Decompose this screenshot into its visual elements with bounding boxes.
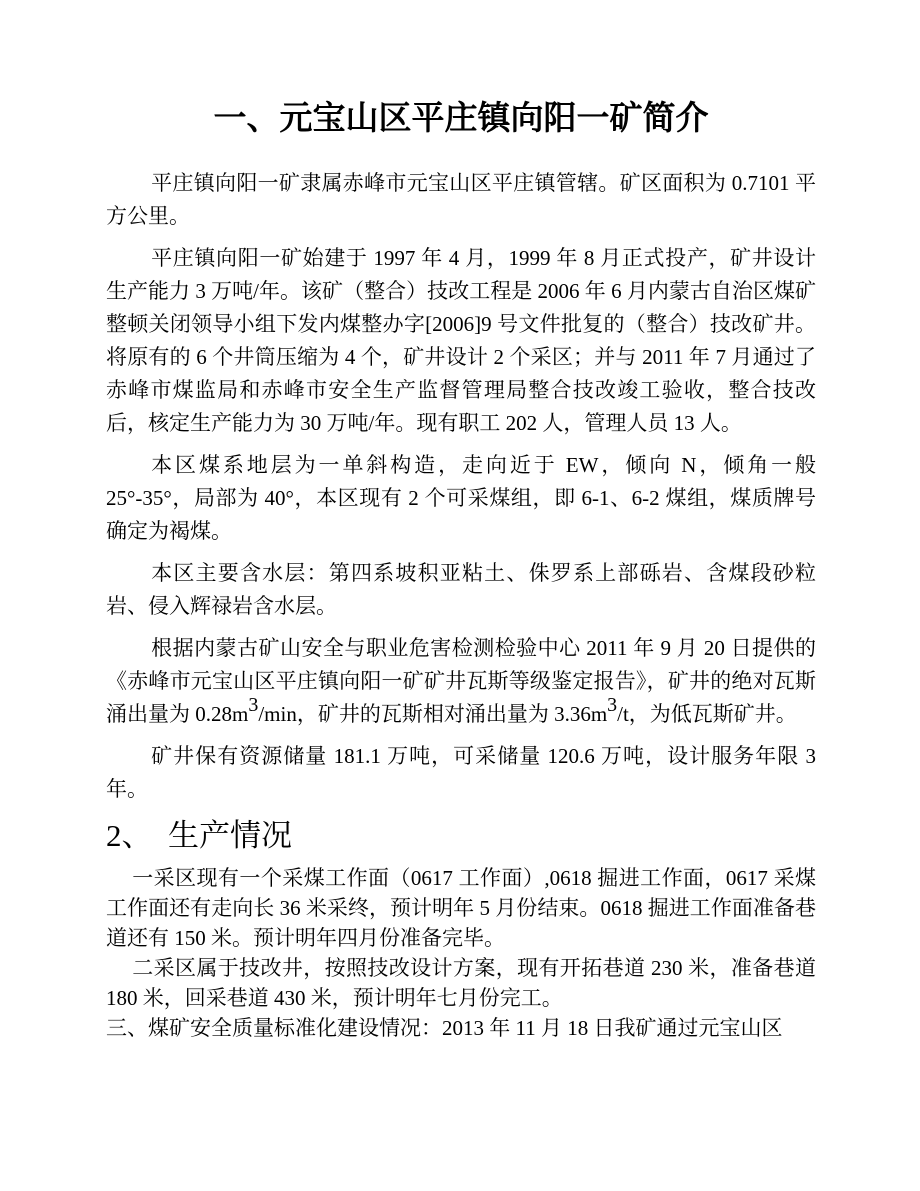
paragraph-mining-area-1: 一采区现有一个采煤工作面（0617 工作面）,0618 掘进工作面，0617 采煤工作面还有走向长 36 米采终，预计明年 5 月份结束。0618 掘进工作面准备巷道还有 150 米。预计明年四月份准备完毕。 (106, 866, 816, 950)
text-run: 根据内蒙古矿山安全与职业危害检测检验中心 2011 年 9 月 20 日提供的《赤峰市元宝山区平庄镇向阳一矿矿井瓦斯等级鉴定报告》，矿井的绝对瓦斯涌出量为 0.28m (106, 636, 816, 726)
text-run: /t，为低瓦斯矿井。 (617, 702, 797, 726)
superscript-exponent: 3 (248, 694, 259, 717)
paragraph-geology: 本区煤系地层为一单斜构造，走向近于 EW，倾向 N，倾角一般 25°-35°，局部为 40°，本区现有 2 个可采煤组，即 6-1、6-2 煤组，煤质牌号确定为褐煤。 (106, 453, 816, 543)
superscript-exponent: 3 (607, 694, 618, 717)
paragraph-gas-grade (106, 632, 816, 731)
paragraph-mine-history: 平庄镇向阳一矿始建于 1997 年 4 月，1999 年 8 月正式投产，矿井设计生产能力 3 万吨/年。该矿（整合）技改工程是 2006 年 6 月内蒙古自治区煤矿整顿关闭领导小组下发内煤整办字[2006]9 号文件批复的（整合）技改矿井。将原有的 6 个井筒压缩为 4 个，矿井设计 2 个采区；并与 2011 年 7 月通过了赤峰市煤监局和赤峰市安全生产监督管理局整合技改竣工验收，整合技改后，核定生产能力为 30 万吨/年。现有职工 202 人，管理人员 13 人。 (106, 246, 816, 435)
paragraph-aquifer: 本区主要含水层：第四系坡积亚粘土、侏罗系上部砾岩、含煤段砂粒岩、侵入辉禄岩含水层。 (106, 561, 816, 618)
paragraph-safety-standardization: 三、煤矿安全质量标准化建设情况：2013 年 11 月 18 日我矿通过元宝山区 (106, 1016, 783, 1040)
text-run: /min，矿井的瓦斯相对涌出量为 3.36m (258, 702, 608, 726)
paragraph-mine-overview: 平庄镇向阳一矿隶属赤峰市元宝山区平庄镇管辖。矿区面积为 0.7101 平方公里。 (106, 171, 816, 228)
section-heading-production: 2、 生产情况 (106, 818, 292, 853)
document-title: 一、元宝山区平庄镇向阳一矿简介 (213, 101, 709, 137)
paragraph-mining-area-2: 二采区属于技改井，按照技改设计方案，现有开拓巷道 230 米，准备巷道 180 米，回采巷道 430 米，预计明年七月份完工。 (106, 956, 816, 1010)
paragraph-reserves: 矿井保有资源储量 181.1 万吨，可采储量 120.6 万吨，设计服务年限 3 年。 (106, 744, 816, 801)
